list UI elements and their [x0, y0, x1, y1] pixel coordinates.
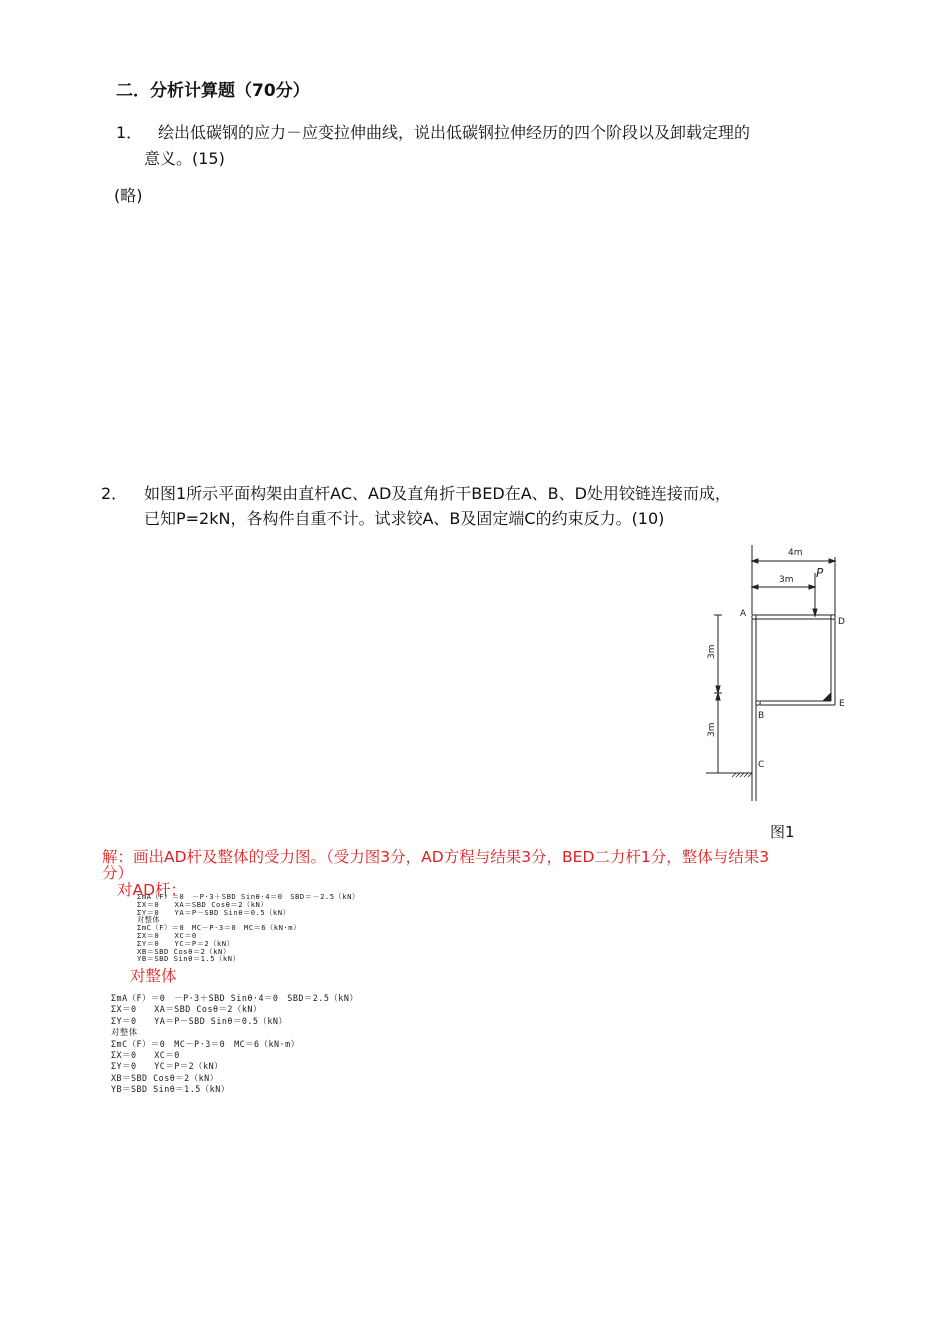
question-1-number: 1．	[116, 123, 143, 142]
question-2-text-line2: 已知P=2kN，各构件自重不计。试求铰A、B及固定端C的约束反力。(10)	[144, 509, 665, 528]
frame-diagram-svg	[706, 543, 851, 805]
label-a: A	[740, 609, 747, 619]
solution-line2: 分）	[102, 864, 134, 882]
equation-line: ΣmC（F）＝0 MC－P·3＝0 MC＝6（kN·m）	[111, 1038, 300, 1049]
question-1-answer: (略)	[114, 186, 143, 205]
label-c: C	[758, 760, 765, 770]
equation-line: ΣY＝0 YC＝P＝2（kN）	[111, 1061, 224, 1072]
solution-sub-ad-rod: 对AD杆：	[117, 881, 187, 899]
equation-line: ΣX＝0 XA＝SBD Cosθ＝2（kN）	[137, 899, 269, 909]
figure-1-frame-diagram	[706, 543, 851, 809]
equation-line: ΣmC（F）＝0 MC－P·3＝0 MC＝6（kN·m）	[137, 923, 301, 933]
question-1-text-line1: 绘出低碳钢的应力－应变拉伸曲线，说出低碳钢拉伸经历的四个阶段以及卸载定理的	[158, 123, 751, 142]
solution-line1: 解：画出AD杆及整体的受力图。（受力图3分，AD方程与结果3分，BED二力杆1分，整体与结果3	[102, 848, 770, 866]
equation-line: ΣX＝0 XA＝SBD Cosθ＝2（kN）	[111, 1004, 262, 1015]
equations-block-small	[137, 893, 360, 963]
equation-line: ΣmA（F）＝0 －P·3＋SBD Sinθ·4＝0 SBD＝2.5（kN）	[111, 993, 359, 1003]
equation-line: ΣY＝0 YC＝P＝2（kN）	[137, 938, 235, 948]
equation-line: ΣY＝0 YA＝P－SBD Sinθ＝0.5（kN）	[137, 907, 291, 917]
solution-sub-whole: 对整体	[130, 967, 177, 985]
section-title: 二．分析计算题（70分）	[116, 81, 310, 101]
hinge-d	[831, 615, 835, 619]
equation-line: 对整体	[111, 1027, 138, 1038]
hinge-a	[752, 615, 756, 619]
equation-line: YB＝SBD Sinθ＝1.5（kN）	[137, 954, 241, 964]
equation-line: ΣY＝0 YA＝P－SBD Sinθ＝0.5（kN）	[111, 1015, 288, 1026]
equation-line: ΣmA（F）＝0 －P·3＋SBD Sinθ·4＝0 SBD＝－2.5（kN）	[137, 892, 360, 901]
label-p: P	[816, 566, 824, 580]
equation-line: XB＝SBD Cosθ＝2（kN）	[111, 1072, 219, 1083]
label-e: E	[839, 699, 845, 709]
question-2-text-line1: 如图1所示平面构架由直杆AC、AD及直角折干BED在A、B、D处用铰链连接而成，	[144, 484, 731, 503]
label-3m-left-top: 3m	[707, 644, 717, 659]
equation-line: YB＝SBD Sinθ＝1.5（kN）	[111, 1084, 230, 1095]
equation-line: ΣX＝0 XC＝0	[137, 930, 197, 940]
label-d: D	[838, 617, 845, 627]
label-b: B	[758, 711, 765, 721]
question-2-number: 2．	[101, 484, 128, 503]
label-4m: 4m	[788, 548, 803, 558]
label-3m-left-bottom: 3m	[707, 722, 717, 737]
equation-line: XB＝SBD Cosθ＝2（kN）	[137, 946, 231, 956]
equations-block-large	[111, 993, 358, 1096]
equation-line: ΣX＝0 XC＝0	[111, 1050, 180, 1061]
question-1-text-line2: 意义。(15)	[144, 149, 225, 168]
label-3m-top: 3m	[779, 575, 794, 585]
figure-caption: 图1	[770, 823, 795, 841]
equation-line: 对整体	[137, 915, 161, 925]
hinge-b	[756, 701, 760, 705]
